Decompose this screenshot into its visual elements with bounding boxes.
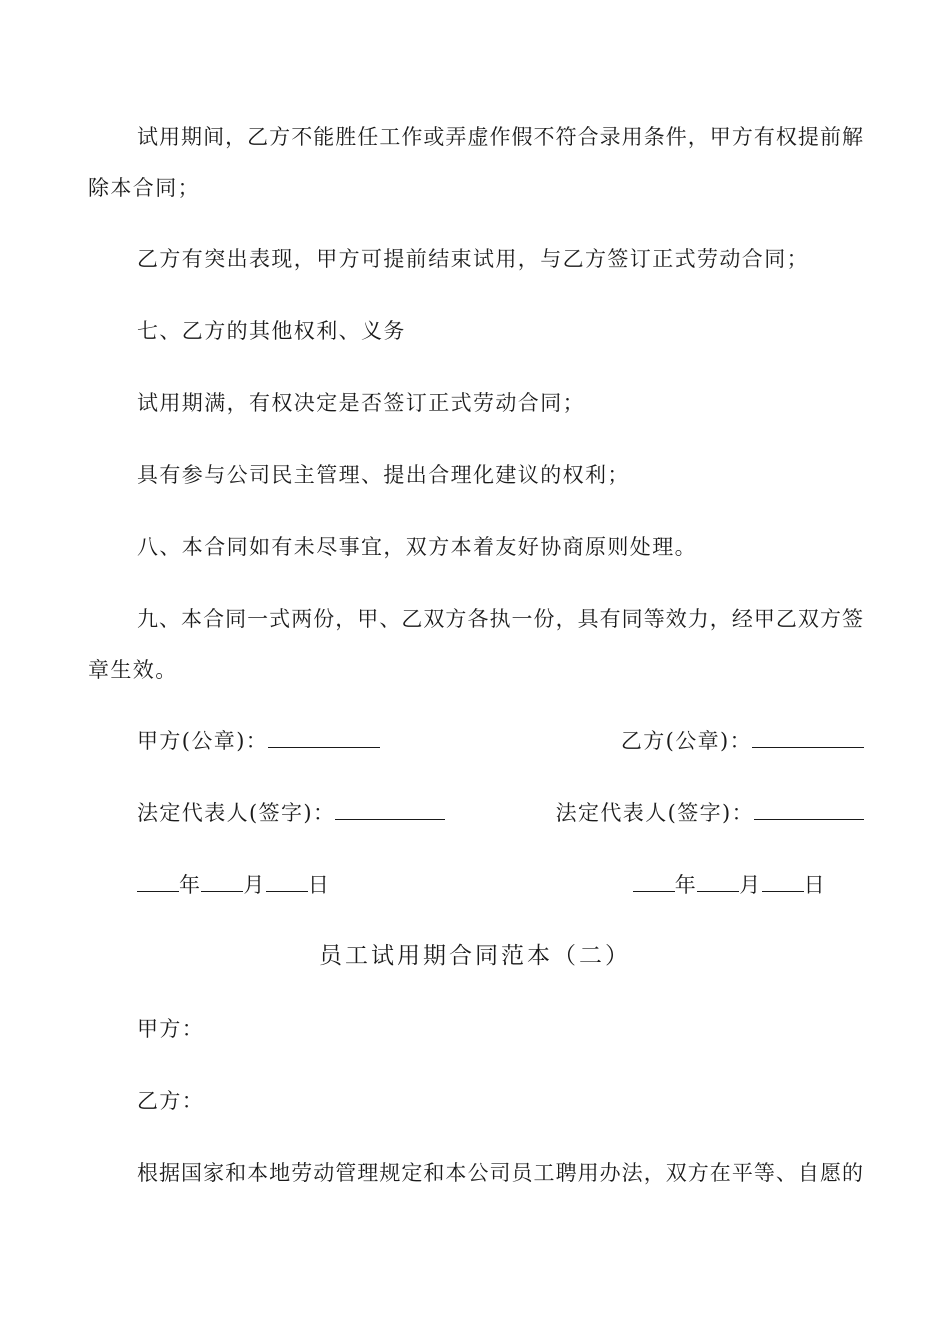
paragraph-right-to-decide: 试用期满，有权决定是否签订正式劳动合同； [137,391,585,415]
date-b-month-blank[interactable] [697,873,739,892]
date-a-month-label: 月 [243,873,266,897]
date-a-year-label: 年 [179,873,202,897]
party-b-seal-label: 乙方(公章)： [620,729,752,753]
paragraph-copies-line1: 九、本合同一式两份，甲、乙双方各执一份，具有同等效力，经甲乙双方签 [137,607,863,631]
contract-title-two: 员工试用期合同范本（二） [319,943,631,969]
date-b-month-label: 月 [739,873,762,897]
section-heading-seven: 七、乙方的其他权利、义务 [137,319,406,343]
paragraph-early-end-probation: 乙方有突出表现，甲方可提前结束试用，与乙方签订正式劳动合同； [137,247,809,271]
party-a-label: 甲方： [137,1017,205,1041]
paragraph-copies-line2: 章生效。 [88,658,178,682]
rep-b-sign-line [556,801,864,825]
date-a-year-blank[interactable] [137,873,179,892]
party-a-seal-blank[interactable] [268,729,380,748]
rep-a-sign-label: 法定代表人(签字)： [137,801,336,825]
rep-a-sign-blank[interactable] [335,801,445,820]
rep-b-sign-blank[interactable] [754,801,864,820]
paragraph-probation-termination-line2: 除本合同； [88,176,200,200]
paragraph-participation-right: 具有参与公司民主管理、提出合理化建议的权利； [137,463,630,487]
party-a-seal-label: 甲方(公章)： [137,729,269,753]
party-b-seal-blank[interactable] [752,729,864,748]
rep-b-sign-label: 法定代表人(签字)： [555,801,754,825]
date-a-month-blank[interactable] [201,873,243,892]
date-b-day-blank[interactable] [762,873,804,892]
party-b-label: 乙方： [137,1089,205,1113]
date-b-day-label: 日 [803,873,826,897]
paragraph-probation-termination-line1: 试用期间，乙方不能胜任工作或弄虚作假不符合录用条件，甲方有权提前解 [137,125,863,149]
date-line-b [633,873,826,897]
date-line-a [137,873,330,897]
section-heading-eight: 八、本合同如有未尽事宜，双方本着友好协商原则处理。 [137,535,697,559]
party-b-seal-line [621,729,864,753]
party-a-seal-line [137,729,380,753]
date-a-day-label: 日 [307,873,331,897]
date-b-year-label: 年 [674,873,698,897]
paragraph-intro-line1: 根据国家和本地劳动管理规定和本公司员工聘用办法，双方在平等、自愿的 [137,1161,863,1185]
rep-a-sign-line [137,801,445,825]
date-a-day-blank[interactable] [266,873,308,892]
date-b-year-blank[interactable] [633,873,675,892]
